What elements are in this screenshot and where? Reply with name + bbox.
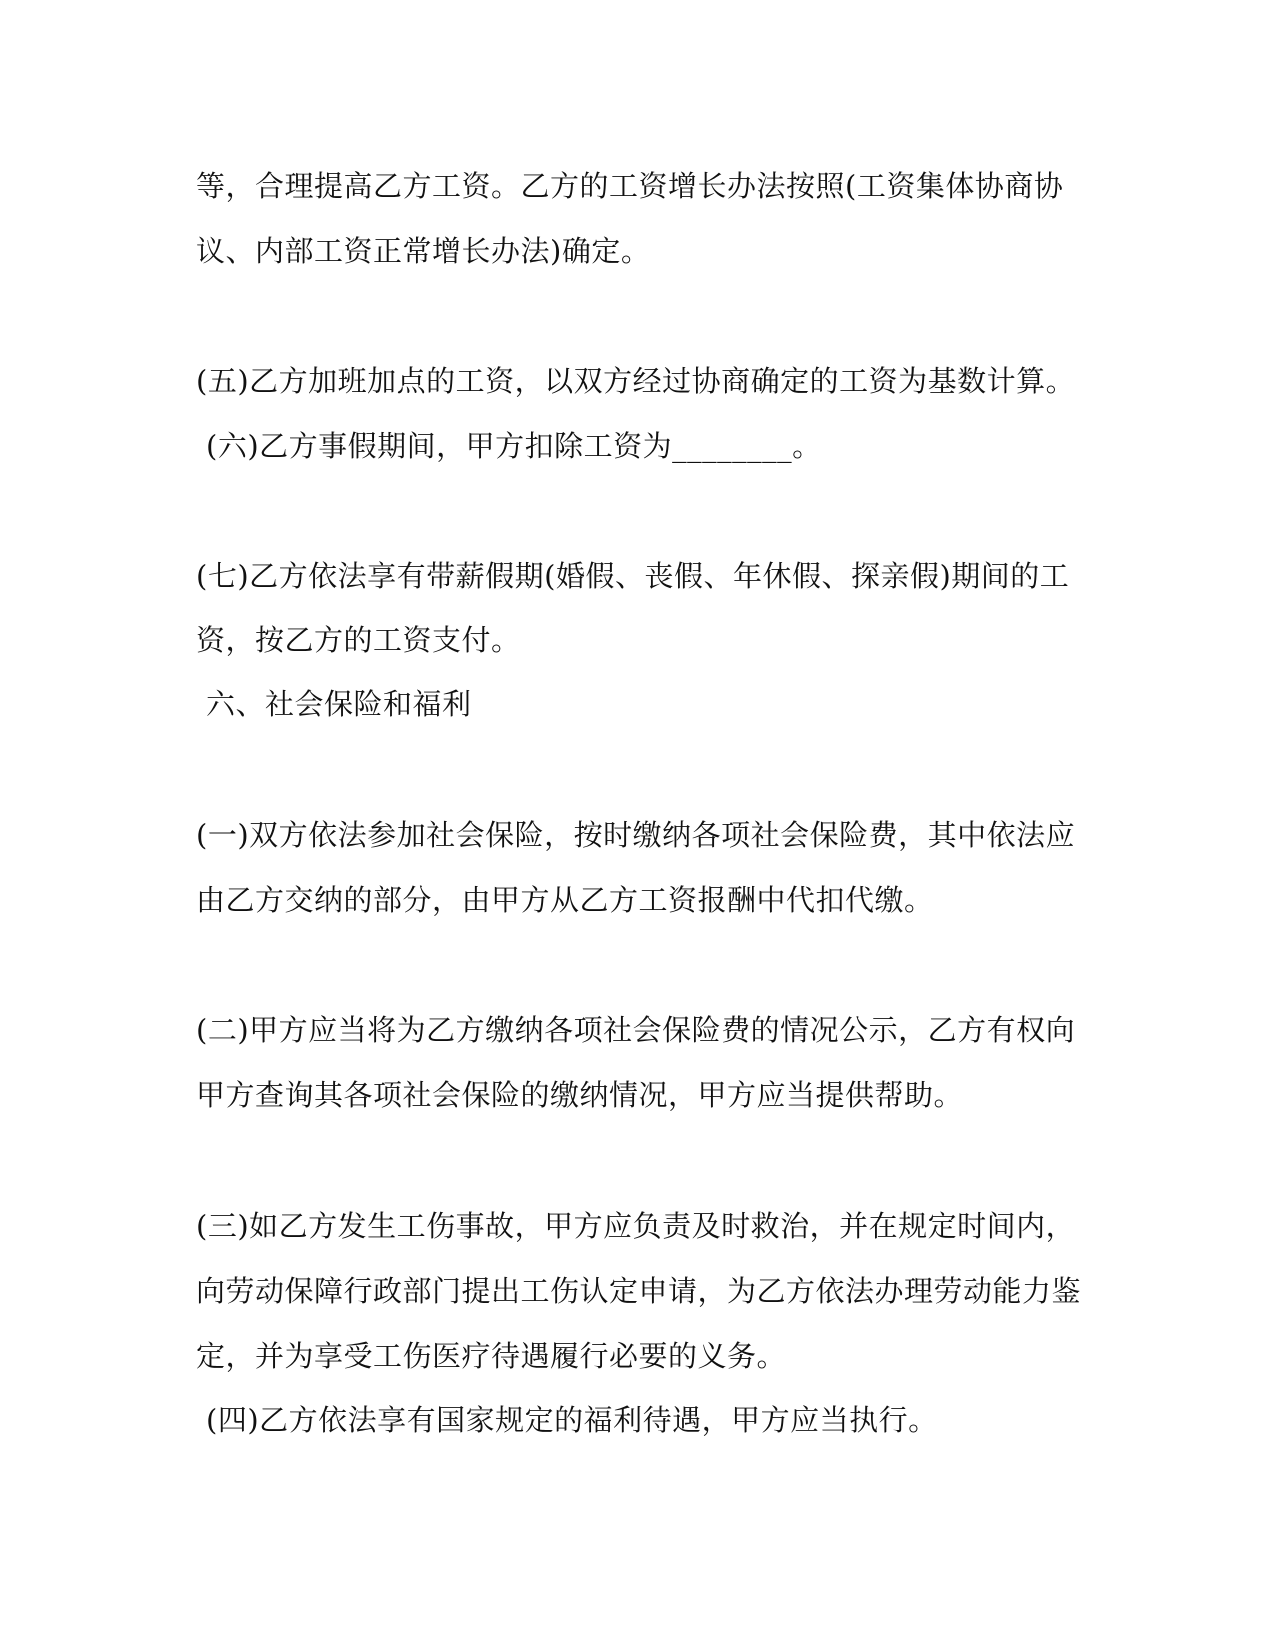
- clause-4-line: (四)乙方依法享有国家规定的福利待遇，甲方应当执行。: [206, 1403, 938, 1437]
- paragraph-line: 议、内部工资正常增长办法)确定。: [196, 234, 651, 268]
- clause-5-line: (五)乙方加班加点的工资，以双方经过协商确定的工资为基数计算。: [196, 364, 1076, 398]
- clause-7-line: (七)乙方依法享有带薪假期(婚假、丧假、年休假、探亲假)期间的工: [196, 559, 1070, 593]
- clause-6-line: (六)乙方事假期间，甲方扣除工资为________。: [206, 429, 822, 463]
- paragraph-line: 向劳动保障行政部门提出工伤认定申请，为乙方依法办理劳动能力鉴: [196, 1274, 1082, 1308]
- clause-3-line: (三)如乙方发生工伤事故，甲方应负责及时救治，并在规定时间内，: [196, 1209, 1076, 1243]
- paragraph-line: 等，合理提高乙方工资。乙方的工资增长办法按照(工资集体协商协: [196, 169, 1064, 203]
- clause-2-line: (二)甲方应当将为乙方缴纳各项社会保险费的情况公示，乙方有权向: [196, 1013, 1076, 1047]
- clause-1-line: (一)双方依法参加社会保险，按时缴纳各项社会保险费，其中依法应: [196, 818, 1076, 852]
- paragraph-line: 资，按乙方的工资支付。: [196, 623, 521, 657]
- paragraph-line: 由乙方交纳的部分，由甲方从乙方工资报酬中代扣代缴。: [196, 883, 934, 917]
- paragraph-line: 定，并为享受工伤医疗待遇履行必要的义务。: [196, 1339, 787, 1373]
- section-heading: 六、社会保险和福利: [206, 687, 472, 721]
- paragraph-line: 甲方查询其各项社会保险的缴纳情况，甲方应当提供帮助。: [196, 1078, 964, 1112]
